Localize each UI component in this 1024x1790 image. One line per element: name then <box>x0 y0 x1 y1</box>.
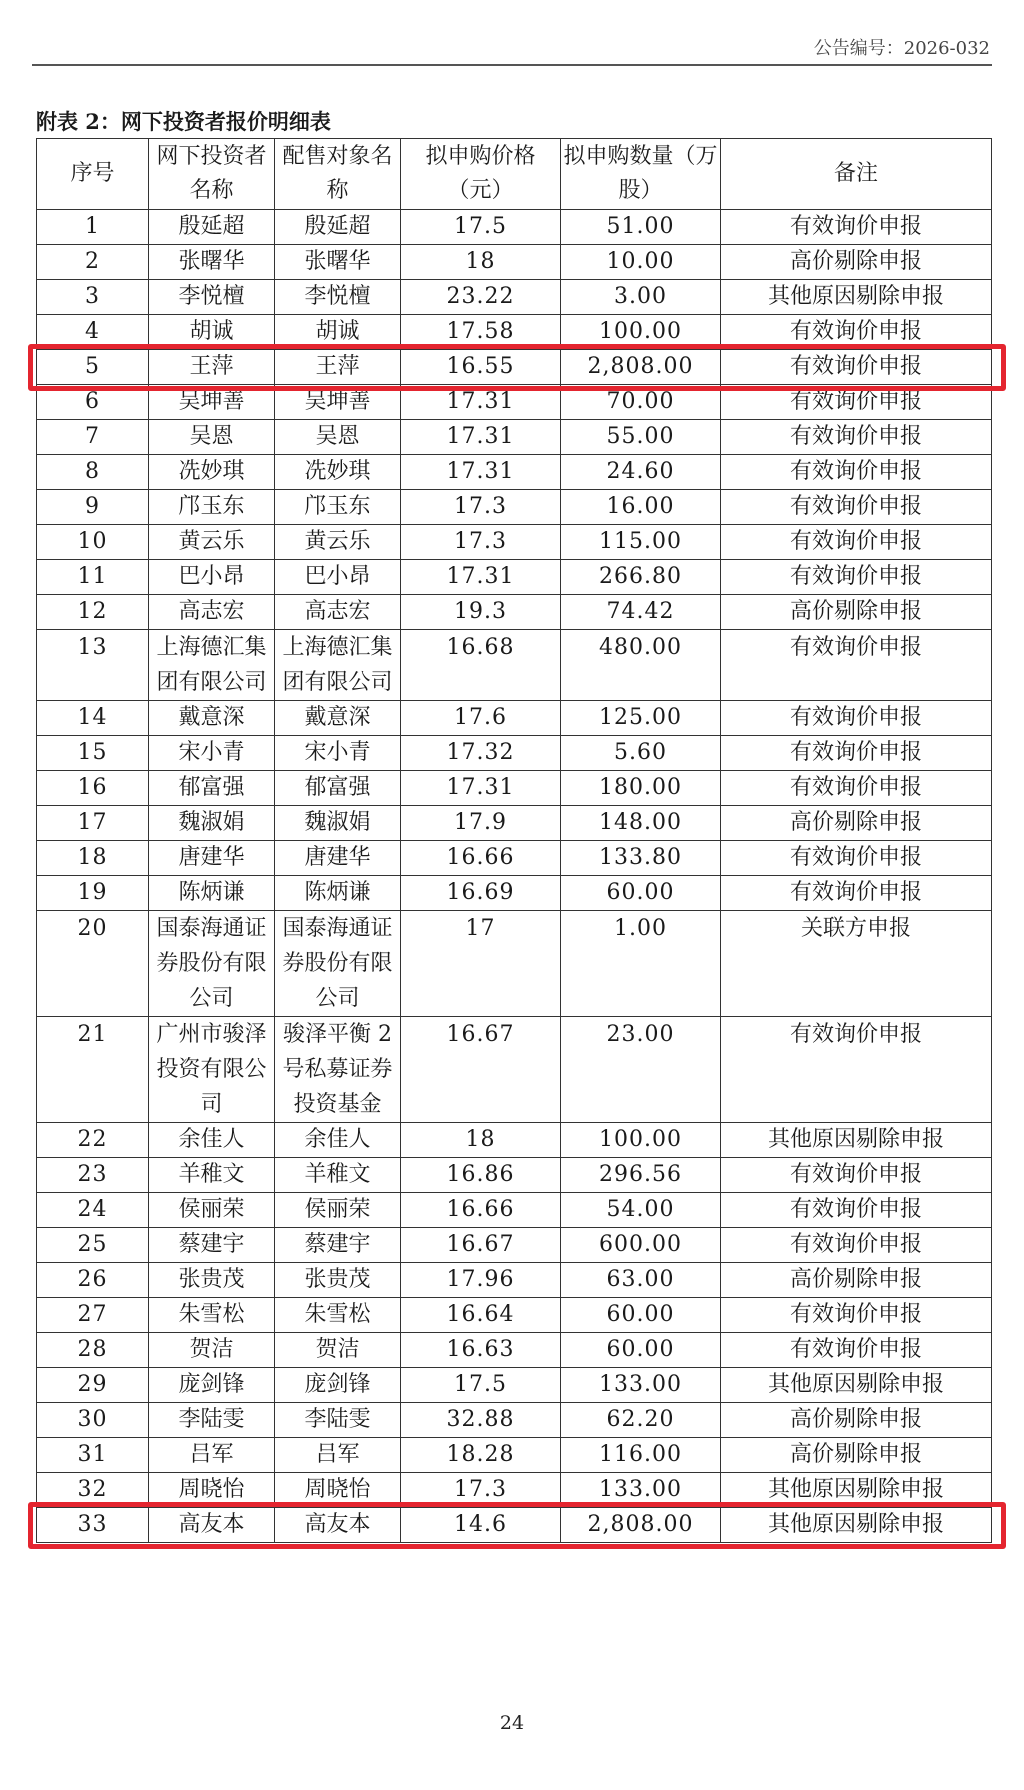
cell-target: 李陆雯 <box>275 1403 401 1438</box>
cell-investor: 王萍 <box>149 350 275 385</box>
cell-no: 22 <box>37 1123 149 1158</box>
cell-remark: 高价剔除申报 <box>721 595 992 630</box>
cell-investor: 殷延超 <box>149 210 275 245</box>
col-header-investor: 网下投资者名称 <box>149 139 275 210</box>
table-row <box>37 736 992 771</box>
cell-investor: 张曙华 <box>149 245 275 280</box>
cell-price: 23.22 <box>401 280 561 315</box>
cell-remark: 其他原因剔除申报 <box>721 1123 992 1158</box>
cell-price: 16.66 <box>401 1193 561 1228</box>
table-row <box>37 1298 992 1333</box>
cell-no: 20 <box>37 911 149 1017</box>
cell-no: 6 <box>37 385 149 420</box>
col-header-remark: 备注 <box>721 139 992 210</box>
cell-quantity: 266.80 <box>561 560 721 595</box>
cell-price: 17.31 <box>401 420 561 455</box>
cell-quantity: 24.60 <box>561 455 721 490</box>
cell-target: 唐建华 <box>275 841 401 876</box>
cell-price: 17.96 <box>401 1263 561 1298</box>
table-row <box>37 385 992 420</box>
cell-target: 王萍 <box>275 350 401 385</box>
cell-no: 17 <box>37 806 149 841</box>
table-row <box>37 350 992 385</box>
cell-price: 18 <box>401 245 561 280</box>
cell-remark: 有效询价申报 <box>721 876 992 911</box>
cell-quantity: 3.00 <box>561 280 721 315</box>
cell-target: 朱雪松 <box>275 1298 401 1333</box>
cell-investor: 胡诚 <box>149 315 275 350</box>
cell-price: 17.31 <box>401 771 561 806</box>
table-row <box>37 1508 992 1543</box>
cell-remark: 有效询价申报 <box>721 385 992 420</box>
cell-no: 23 <box>37 1158 149 1193</box>
page-number: 24 <box>499 1712 525 1734</box>
table-row <box>37 841 992 876</box>
cell-investor: 邝玉东 <box>149 490 275 525</box>
cell-target: 上海德汇集团有限公司 <box>275 630 401 701</box>
cell-target: 贺洁 <box>275 1333 401 1368</box>
cell-no: 16 <box>37 771 149 806</box>
cell-price: 17.58 <box>401 315 561 350</box>
table-row <box>37 1473 992 1508</box>
cell-no: 30 <box>37 1403 149 1438</box>
cell-quantity: 1.00 <box>561 911 721 1017</box>
cell-quantity: 133.80 <box>561 841 721 876</box>
cell-quantity: 5.60 <box>561 736 721 771</box>
cell-no: 33 <box>37 1508 149 1543</box>
cell-target: 张贵茂 <box>275 1263 401 1298</box>
cell-quantity: 600.00 <box>561 1228 721 1263</box>
cell-remark: 其他原因剔除申报 <box>721 1508 992 1543</box>
cell-target: 冼妙琪 <box>275 455 401 490</box>
cell-investor: 余佳人 <box>149 1123 275 1158</box>
cell-quantity: 125.00 <box>561 701 721 736</box>
cell-remark: 高价剔除申报 <box>721 1403 992 1438</box>
cell-remark: 其他原因剔除申报 <box>721 1368 992 1403</box>
cell-no: 5 <box>37 350 149 385</box>
cell-remark: 有效询价申报 <box>721 771 992 806</box>
cell-remark: 其他原因剔除申报 <box>721 1473 992 1508</box>
cell-target: 戴意深 <box>275 701 401 736</box>
cell-target: 李悦檀 <box>275 280 401 315</box>
cell-investor: 吴恩 <box>149 420 275 455</box>
table-row <box>37 1228 992 1263</box>
cell-investor: 李悦檀 <box>149 280 275 315</box>
cell-investor: 黄云乐 <box>149 525 275 560</box>
cell-price: 14.6 <box>401 1508 561 1543</box>
cell-price: 17.31 <box>401 455 561 490</box>
cell-price: 17.9 <box>401 806 561 841</box>
table-title: 附表 2：网下投资者报价明细表 <box>36 109 331 134</box>
cell-remark: 有效询价申报 <box>721 630 992 701</box>
cell-quantity: 60.00 <box>561 1333 721 1368</box>
cell-price: 17.3 <box>401 490 561 525</box>
cell-remark: 有效询价申报 <box>721 525 992 560</box>
table-row <box>37 280 992 315</box>
cell-investor: 吴坤善 <box>149 385 275 420</box>
cell-no: 21 <box>37 1017 149 1123</box>
cell-target: 周晓怡 <box>275 1473 401 1508</box>
cell-no: 32 <box>37 1473 149 1508</box>
col-header-price: 拟申购价格（元） <box>401 139 561 210</box>
cell-target: 侯丽荣 <box>275 1193 401 1228</box>
cell-target: 蔡建宇 <box>275 1228 401 1263</box>
cell-no: 12 <box>37 595 149 630</box>
cell-quantity: 10.00 <box>561 245 721 280</box>
cell-price: 17 <box>401 911 561 1017</box>
table-row <box>37 1333 992 1368</box>
cell-target: 殷延超 <box>275 210 401 245</box>
cell-quantity: 2,808.00 <box>561 350 721 385</box>
table-row <box>37 595 992 630</box>
cell-no: 8 <box>37 455 149 490</box>
cell-quantity: 480.00 <box>561 630 721 701</box>
cell-price: 19.3 <box>401 595 561 630</box>
cell-target: 吕军 <box>275 1438 401 1473</box>
cell-no: 29 <box>37 1368 149 1403</box>
cell-target: 国泰海通证券股份有限公司 <box>275 911 401 1017</box>
cell-investor: 吕军 <box>149 1438 275 1473</box>
cell-target: 巴小昂 <box>275 560 401 595</box>
cell-quantity: 100.00 <box>561 315 721 350</box>
table-row <box>37 806 992 841</box>
cell-investor: 郁富强 <box>149 771 275 806</box>
table-row <box>37 911 992 1017</box>
cell-investor: 周晓怡 <box>149 1473 275 1508</box>
cell-remark: 高价剔除申报 <box>721 245 992 280</box>
cell-price: 16.68 <box>401 630 561 701</box>
cell-price: 17.31 <box>401 385 561 420</box>
cell-remark: 高价剔除申报 <box>721 806 992 841</box>
cell-target: 高友本 <box>275 1508 401 1543</box>
cell-no: 27 <box>37 1298 149 1333</box>
cell-target: 余佳人 <box>275 1123 401 1158</box>
cell-no: 24 <box>37 1193 149 1228</box>
cell-no: 13 <box>37 630 149 701</box>
cell-quantity: 148.00 <box>561 806 721 841</box>
cell-investor: 李陆雯 <box>149 1403 275 1438</box>
cell-target: 魏淑娟 <box>275 806 401 841</box>
cell-target: 宋小青 <box>275 736 401 771</box>
cell-target: 庞剑锋 <box>275 1368 401 1403</box>
table-row <box>37 525 992 560</box>
cell-no: 14 <box>37 701 149 736</box>
cell-remark: 有效询价申报 <box>721 210 992 245</box>
cell-no: 3 <box>37 280 149 315</box>
table-row <box>37 210 992 245</box>
cell-remark: 其他原因剔除申报 <box>721 280 992 315</box>
cell-no: 25 <box>37 1228 149 1263</box>
cell-no: 11 <box>37 560 149 595</box>
cell-no: 28 <box>37 1333 149 1368</box>
table-row <box>37 1123 992 1158</box>
table-row <box>37 490 992 525</box>
cell-investor: 唐建华 <box>149 841 275 876</box>
cell-target: 张曙华 <box>275 245 401 280</box>
table-row <box>37 1368 992 1403</box>
cell-price: 17.5 <box>401 210 561 245</box>
cell-investor: 宋小青 <box>149 736 275 771</box>
cell-target: 邝玉东 <box>275 490 401 525</box>
cell-remark: 有效询价申报 <box>721 1298 992 1333</box>
cell-no: 9 <box>37 490 149 525</box>
table-row <box>37 1263 992 1298</box>
cell-remark: 关联方申报 <box>721 911 992 1017</box>
cell-price: 17.31 <box>401 560 561 595</box>
cell-target: 胡诚 <box>275 315 401 350</box>
cell-remark: 有效询价申报 <box>721 420 992 455</box>
cell-remark: 有效询价申报 <box>721 455 992 490</box>
table-row <box>37 420 992 455</box>
cell-quantity: 115.00 <box>561 525 721 560</box>
table-row <box>37 455 992 490</box>
cell-quantity: 16.00 <box>561 490 721 525</box>
cell-remark: 有效询价申报 <box>721 560 992 595</box>
cell-investor: 庞剑锋 <box>149 1368 275 1403</box>
cell-investor: 冼妙琪 <box>149 455 275 490</box>
cell-quantity: 100.00 <box>561 1123 721 1158</box>
cell-quantity: 2,808.00 <box>561 1508 721 1543</box>
cell-price: 16.66 <box>401 841 561 876</box>
cell-price: 17.32 <box>401 736 561 771</box>
table-row <box>37 771 992 806</box>
cell-no: 18 <box>37 841 149 876</box>
cell-investor: 魏淑娟 <box>149 806 275 841</box>
table-row <box>37 1193 992 1228</box>
cell-investor: 陈炳谦 <box>149 876 275 911</box>
cell-price: 32.88 <box>401 1403 561 1438</box>
cell-price: 16.63 <box>401 1333 561 1368</box>
cell-investor: 国泰海通证券股份有限公司 <box>149 911 275 1017</box>
cell-investor: 高友本 <box>149 1508 275 1543</box>
cell-price: 16.69 <box>401 876 561 911</box>
cell-remark: 高价剔除申报 <box>721 1438 992 1473</box>
cell-no: 7 <box>37 420 149 455</box>
cell-remark: 有效询价申报 <box>721 736 992 771</box>
cell-no: 15 <box>37 736 149 771</box>
cell-no: 1 <box>37 210 149 245</box>
cell-remark: 高价剔除申报 <box>721 1263 992 1298</box>
cell-target: 吴坤善 <box>275 385 401 420</box>
table-header-row <box>37 139 992 210</box>
doc-number: 公告编号：2026-032 <box>813 38 990 59</box>
cell-quantity: 60.00 <box>561 1298 721 1333</box>
cell-investor: 蔡建宇 <box>149 1228 275 1263</box>
cell-investor: 侯丽荣 <box>149 1193 275 1228</box>
cell-target: 郁富强 <box>275 771 401 806</box>
page-header <box>32 30 992 66</box>
cell-investor: 朱雪松 <box>149 1298 275 1333</box>
cell-remark: 有效询价申报 <box>721 841 992 876</box>
cell-no: 4 <box>37 315 149 350</box>
cell-target: 骏泽平衡 2 号私募证券投资基金 <box>275 1017 401 1123</box>
cell-investor: 贺洁 <box>149 1333 275 1368</box>
cell-remark: 有效询价申报 <box>721 490 992 525</box>
cell-quantity: 116.00 <box>561 1438 721 1473</box>
quote-detail-table <box>36 138 992 1543</box>
col-header-quantity: 拟申购数量（万股） <box>561 139 721 210</box>
cell-target: 高志宏 <box>275 595 401 630</box>
cell-quantity: 51.00 <box>561 210 721 245</box>
cell-quantity: 62.20 <box>561 1403 721 1438</box>
cell-quantity: 74.42 <box>561 595 721 630</box>
cell-price: 17.6 <box>401 701 561 736</box>
cell-remark: 有效询价申报 <box>721 1017 992 1123</box>
cell-target: 羊稚文 <box>275 1158 401 1193</box>
cell-price: 18.28 <box>401 1438 561 1473</box>
table-row <box>37 315 992 350</box>
cell-price: 16.67 <box>401 1228 561 1263</box>
table-row <box>37 1403 992 1438</box>
cell-price: 17.5 <box>401 1368 561 1403</box>
cell-remark: 有效询价申报 <box>721 1333 992 1368</box>
cell-no: 26 <box>37 1263 149 1298</box>
cell-price: 17.3 <box>401 1473 561 1508</box>
table-row <box>37 630 992 701</box>
cell-target: 黄云乐 <box>275 525 401 560</box>
cell-quantity: 55.00 <box>561 420 721 455</box>
cell-quantity: 133.00 <box>561 1473 721 1508</box>
cell-remark: 有效询价申报 <box>721 1158 992 1193</box>
cell-quantity: 63.00 <box>561 1263 721 1298</box>
col-header-no: 序号 <box>37 139 149 210</box>
cell-quantity: 23.00 <box>561 1017 721 1123</box>
cell-target: 吴恩 <box>275 420 401 455</box>
cell-quantity: 133.00 <box>561 1368 721 1403</box>
table-row <box>37 1438 992 1473</box>
cell-quantity: 70.00 <box>561 385 721 420</box>
cell-no: 10 <box>37 525 149 560</box>
cell-no: 31 <box>37 1438 149 1473</box>
cell-remark: 有效询价申报 <box>721 315 992 350</box>
cell-no: 2 <box>37 245 149 280</box>
cell-quantity: 296.56 <box>561 1158 721 1193</box>
cell-price: 16.86 <box>401 1158 561 1193</box>
table-row <box>37 1017 992 1123</box>
cell-price: 16.67 <box>401 1017 561 1123</box>
cell-quantity: 180.00 <box>561 771 721 806</box>
cell-investor: 巴小昂 <box>149 560 275 595</box>
cell-quantity: 54.00 <box>561 1193 721 1228</box>
cell-price: 16.64 <box>401 1298 561 1333</box>
cell-quantity: 60.00 <box>561 876 721 911</box>
cell-investor: 戴意深 <box>149 701 275 736</box>
cell-price: 17.3 <box>401 525 561 560</box>
cell-investor: 羊稚文 <box>149 1158 275 1193</box>
table-row <box>37 701 992 736</box>
table-row <box>37 876 992 911</box>
cell-remark: 有效询价申报 <box>721 1228 992 1263</box>
cell-investor: 高志宏 <box>149 595 275 630</box>
cell-investor: 广州市骏泽投资有限公司 <box>149 1017 275 1123</box>
table-row <box>37 1158 992 1193</box>
table-row <box>37 560 992 595</box>
cell-price: 16.55 <box>401 350 561 385</box>
cell-remark: 有效询价申报 <box>721 350 992 385</box>
cell-investor: 上海德汇集团有限公司 <box>149 630 275 701</box>
cell-remark: 有效询价申报 <box>721 1193 992 1228</box>
cell-remark: 有效询价申报 <box>721 701 992 736</box>
cell-price: 18 <box>401 1123 561 1158</box>
cell-target: 陈炳谦 <box>275 876 401 911</box>
table-row <box>37 245 992 280</box>
cell-no: 19 <box>37 876 149 911</box>
cell-investor: 张贵茂 <box>149 1263 275 1298</box>
col-header-target: 配售对象名称 <box>275 139 401 210</box>
